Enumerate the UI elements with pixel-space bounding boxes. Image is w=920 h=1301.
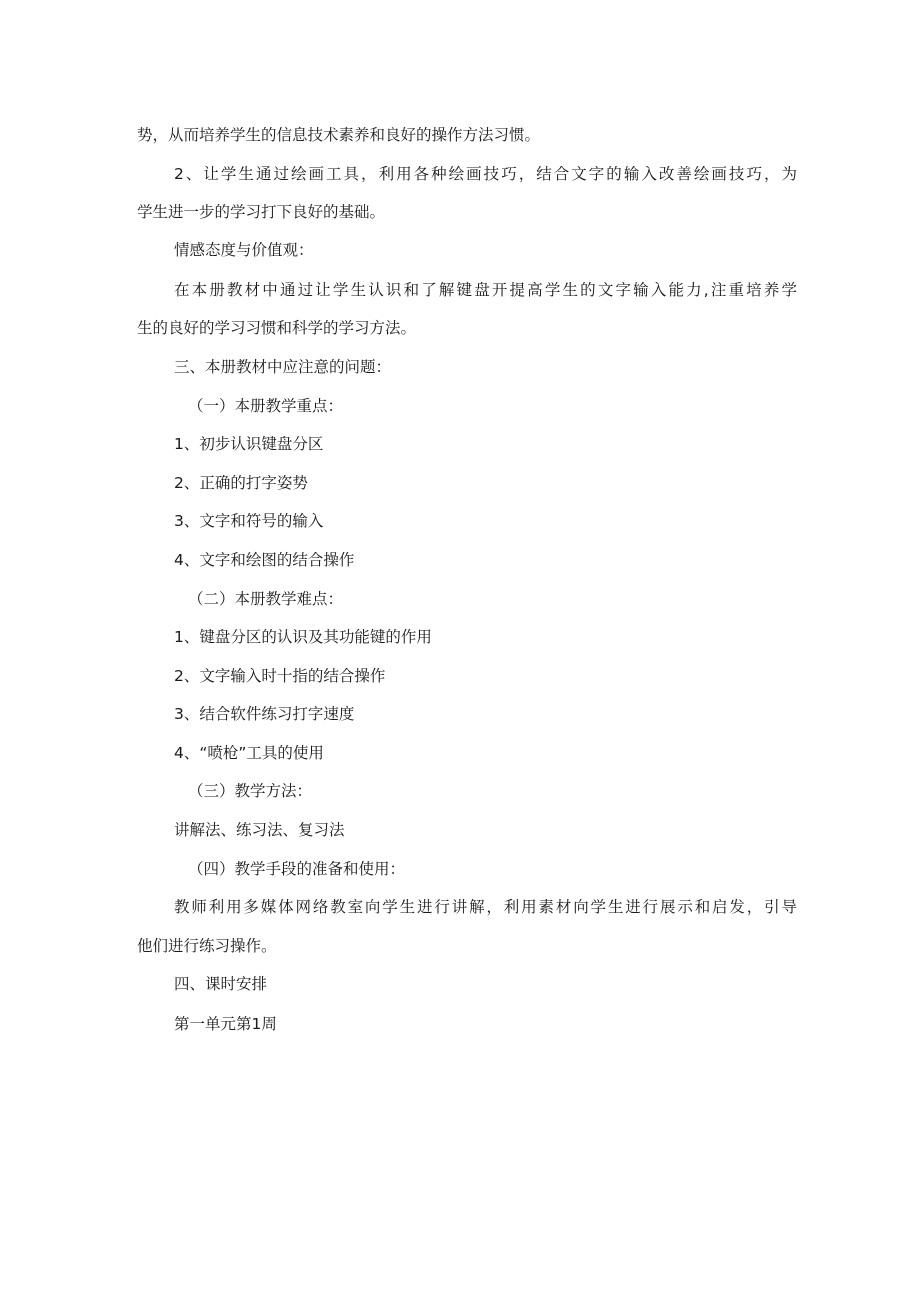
subsection-heading: （二）本册教学难点： — [188, 590, 344, 608]
list-item: 2、文字输入时十指的结合操作 — [174, 667, 386, 685]
list-item: 2、正确的打字姿势 — [174, 474, 308, 492]
section-heading: 情感态度与价值观： — [174, 241, 314, 259]
paragraph-line: 讲解法、练习法、复习法 — [174, 821, 345, 839]
paragraph-line: 第一单元第1周 — [174, 1015, 277, 1033]
paragraph-line: 2、让学生通过绘画工具，利用各种绘画技巧，结合文字的输入改善绘画技巧，为 — [174, 165, 797, 183]
subsection-heading: （四）教学手段的准备和使用： — [188, 860, 406, 878]
paragraph-line: 在本册教材中通过让学生认识和了解键盘开提高学生的文字输入能力,注重培养学 — [174, 281, 797, 299]
list-item: 3、文字和符号的输入 — [174, 512, 324, 530]
paragraph-line: 他们进行练习操作。 — [137, 937, 277, 955]
list-item: 4、“喷枪”工具的使用 — [174, 744, 324, 762]
list-item: 1、键盘分区的认识及其功能键的作用 — [174, 628, 432, 646]
paragraph-line: 学生进一步的学习打下良好的基础。 — [137, 203, 386, 221]
paragraph-line: 教师利用多媒体网络教室向学生进行讲解，利用素材向学生进行展示和启发，引导 — [174, 898, 797, 916]
list-item: 1、初步认识键盘分区 — [174, 435, 324, 453]
section-heading: 三、本册教材中应注意的问题： — [174, 358, 392, 376]
paragraph-line: 势，从而培养学生的信息技术素养和良好的操作方法习惯。 — [137, 126, 541, 144]
list-item: 4、文字和绘图的结合操作 — [174, 551, 355, 569]
list-item: 3、结合软件练习打字速度 — [174, 705, 355, 723]
subsection-heading: （一）本册教学重点： — [188, 397, 344, 415]
section-heading: 四、课时安排 — [174, 975, 268, 993]
paragraph-line: 生的良好的学习习惯和科学的学习方法。 — [137, 319, 417, 337]
subsection-heading: （三）教学方法： — [188, 782, 313, 800]
